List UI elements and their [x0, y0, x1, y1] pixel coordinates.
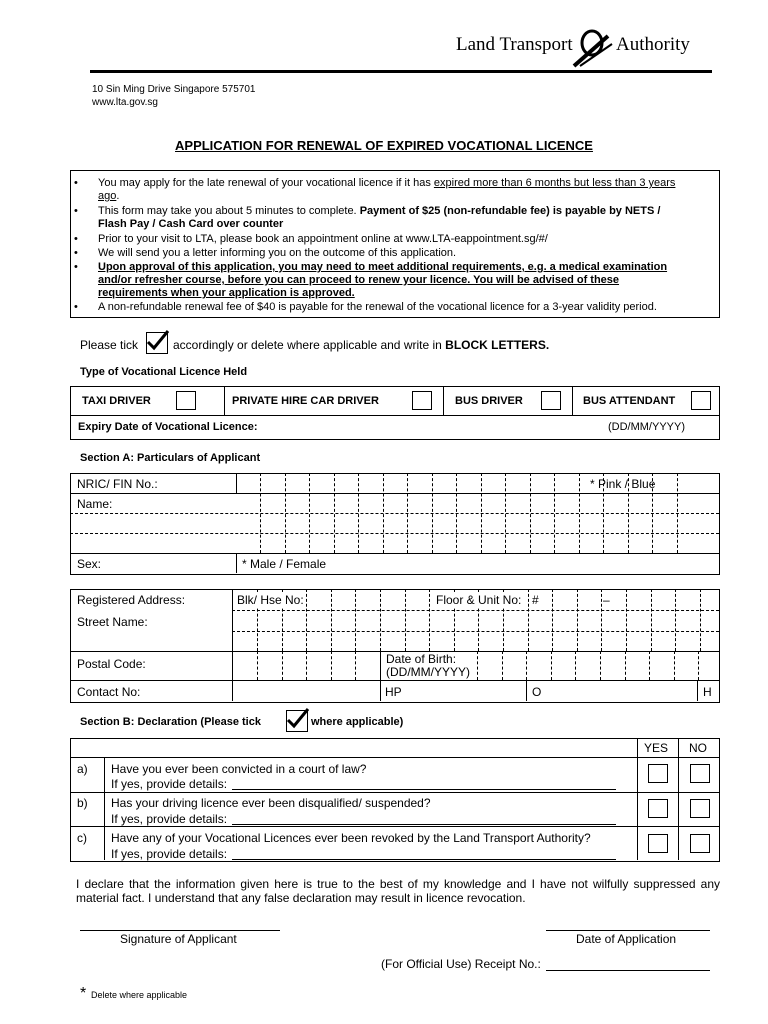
row-line — [70, 792, 719, 793]
bus-attendant-label: BUS ATTENDANT — [583, 395, 676, 407]
header-rule — [90, 70, 712, 73]
grid-cell-divider — [432, 473, 433, 553]
tick-sample-icon — [286, 710, 308, 732]
logo-text-right: Authority — [616, 34, 690, 55]
grid-cell-divider — [285, 473, 286, 553]
taxi-checkbox[interactable] — [176, 391, 196, 410]
grid-cell-divider — [600, 651, 601, 680]
street-name-label: Street Name: — [77, 615, 148, 629]
grid-cell-divider — [649, 651, 650, 680]
no-header: NO — [689, 741, 707, 755]
instructions-text-b: accordingly or delete where applicable and write in — [173, 338, 446, 352]
unit-hash: # — [532, 593, 539, 607]
question-a-no-checkbox[interactable] — [690, 764, 710, 783]
row-line — [70, 533, 719, 534]
footnote-mark: * — [80, 985, 87, 1002]
licence-col-divider — [224, 386, 225, 415]
grid-cell-divider — [505, 473, 506, 553]
sex-label: Sex: — [77, 557, 102, 571]
instructions-block-letters: BLOCK LETTERS. — [445, 338, 550, 352]
note-1-underlined-end: ago — [98, 190, 117, 202]
grid-cell-divider — [331, 651, 332, 680]
section-b-heading-a: Section B: Declaration (Please tick — [80, 716, 261, 728]
question-b-text: Has your driving licence ever been disqualified/ suspended? — [111, 796, 431, 810]
question-c-details-label: If yes, provide details: — [111, 847, 228, 861]
question-c-details-line[interactable] — [232, 859, 616, 860]
dob-label-line-2: (DD/MM/YYYY) — [386, 665, 470, 679]
logo-text-left: Land Transport — [456, 34, 573, 55]
row-line — [70, 513, 719, 514]
col-line — [678, 738, 679, 860]
question-a-yes-checkbox[interactable] — [648, 764, 668, 783]
col-line — [380, 651, 381, 701]
signature-line[interactable] — [80, 930, 280, 931]
row-line — [70, 826, 719, 827]
grid-cell-divider — [380, 589, 381, 651]
grid-cell-divider — [309, 473, 310, 553]
note-1-underlined: expired more than 6 months but less than 3 years — [433, 177, 676, 189]
question-a-text: Have you ever been convicted in a court of law? — [111, 762, 367, 776]
grid-cell-divider — [579, 473, 580, 553]
grid-cell-divider — [528, 589, 529, 651]
floor-unit-label: Floor & Unit No: — [436, 593, 522, 607]
question-b-details-label: If yes, provide details: — [111, 812, 228, 826]
grid-cell-divider — [477, 651, 478, 680]
grid-cell-divider — [282, 651, 283, 680]
taxi-label: TAXI DRIVER — [82, 395, 151, 407]
grid-cell-divider — [700, 589, 701, 651]
grid-cell-divider — [334, 473, 335, 553]
date-label: Date of Application — [576, 932, 677, 946]
col-line — [526, 680, 527, 701]
instructions-line — [80, 338, 138, 352]
row-line — [70, 493, 719, 494]
grid-cell-divider — [429, 589, 430, 651]
date-line[interactable] — [546, 930, 710, 931]
grid-cell-divider — [551, 651, 552, 680]
phc-label: PRIVATE HIRE CAR DRIVER — [232, 395, 379, 407]
question-a-label: a) — [77, 762, 88, 776]
lta-emblem-icon — [570, 28, 616, 68]
question-b-yes-checkbox[interactable] — [648, 799, 668, 818]
note-1-text: You may apply for the late renewal of your vocational licence if it has — [98, 177, 434, 189]
expiry-format: (DD/MM/YYYY) — [608, 421, 685, 433]
grid-cell-divider — [481, 473, 482, 553]
note-3: Prior to your visit to LTA, please book an appointment online at www.LTA-eappointment.sg/#/ — [98, 233, 548, 245]
signature-label: Signature of Applicant — [120, 932, 237, 946]
note-5-line-2: and/or refresher course, before you can proceed to renew your licence. You will be advised of these — [98, 274, 620, 286]
grid-cell-divider — [674, 651, 675, 680]
grid-cell-divider — [552, 589, 553, 651]
grid-cell-divider — [405, 589, 406, 651]
bullet-icon: • — [74, 205, 78, 217]
grid-cell-divider — [502, 651, 503, 680]
grid-cell-divider — [407, 473, 408, 553]
home-label: H — [703, 685, 712, 699]
tick-sample-icon — [146, 332, 168, 354]
grid-cell-divider — [554, 473, 555, 553]
question-c-label: c) — [77, 831, 87, 845]
note-2-text: This form may take you about 5 minutes to complete. — [98, 205, 360, 217]
lta-website: www.lta.gov.sg — [92, 97, 158, 108]
grid-cell-divider — [530, 473, 531, 553]
note-2-bold-end: Flash Pay / Cash Card over counter — [98, 218, 284, 230]
grid-cell-divider — [651, 589, 652, 651]
grid-cell-divider — [456, 473, 457, 553]
grid-cell-divider — [601, 589, 602, 651]
dob-label — [386, 653, 472, 679]
col-line — [697, 680, 698, 701]
grid-cell-divider — [306, 589, 307, 651]
grid-cell-divider — [355, 589, 356, 651]
section-a-heading: Section A: Particulars of Applicant — [80, 452, 261, 464]
receipt-line[interactable] — [546, 970, 710, 971]
bus-driver-label: BUS DRIVER — [455, 395, 523, 407]
licence-col-divider — [572, 386, 573, 415]
sex-options[interactable]: * Male / Female — [242, 557, 327, 571]
bullet-icon: • — [74, 233, 78, 245]
lta-address: 10 Sin Ming Drive Singapore 575701 — [92, 84, 256, 95]
grid-cell-divider — [625, 651, 626, 680]
postal-code-label: Postal Code: — [77, 657, 146, 671]
pink-blue-label: * Pink / Blue — [590, 477, 656, 491]
note-5-line-1: Upon approval of this application, you may need to meet additional requirements, e.g. a medical examination — [98, 261, 668, 273]
bullet-icon: • — [74, 301, 78, 313]
instructions-line-rest — [173, 338, 549, 352]
contact-label: Contact No: — [77, 685, 141, 699]
question-b-label: b) — [77, 796, 88, 810]
licence-col-divider — [443, 386, 444, 415]
col-line — [104, 757, 105, 860]
phc-checkbox[interactable] — [412, 391, 432, 410]
blk-label: Blk/ Hse No: — [237, 593, 304, 607]
bus-driver-checkbox[interactable] — [541, 391, 561, 410]
grid-cell-divider — [575, 651, 576, 680]
question-c-yes-checkbox[interactable] — [648, 834, 668, 853]
name-label: Name: — [77, 497, 113, 511]
col-line — [236, 553, 237, 573]
grid-cell-divider — [358, 473, 359, 553]
office-label: O — [532, 685, 542, 699]
bullet-icon: • — [74, 177, 78, 189]
dob-label-line-1: Date of Birth: — [386, 652, 457, 666]
col-line — [236, 473, 237, 493]
grid-cell-divider — [331, 589, 332, 651]
note-6: A non-refundable renewal fee of $40 is payable for the renewal of the vocational licence for a 3-year validity period. — [98, 301, 657, 313]
row-line — [70, 553, 719, 554]
note-5-line-3: requirements when your application is approved. — [98, 287, 355, 299]
note-2-bold: Payment of $25 (non-refundable fee) is payable by NETS / — [359, 205, 661, 217]
col-line — [637, 738, 638, 860]
question-b-no-checkbox[interactable] — [690, 799, 710, 818]
unit-dash: – — [603, 593, 610, 607]
declaration-line-1: I declare that the information given here is true to the best of my knowledge and I have not wilfully suppressed any — [76, 877, 720, 891]
grid-cell-divider — [626, 589, 627, 651]
footnote-text: Delete where applicable — [91, 990, 188, 1000]
page-title: APPLICATION FOR RENEWAL OF EXPIRED VOCATIONAL LICENCE — [175, 138, 593, 153]
receipt-label: (For Official Use) Receipt No.: — [381, 957, 541, 971]
grid-cell-divider — [257, 651, 258, 680]
bullet-icon: • — [74, 261, 78, 273]
nric-label: NRIC/ FIN No.: — [77, 477, 158, 491]
bullet-icon: • — [74, 247, 78, 259]
grid-cell-divider — [675, 589, 676, 651]
grid-cell-divider — [260, 473, 261, 553]
note-2 — [98, 205, 718, 231]
note-4: We will send you a letter informing you on the outcome of this application. — [98, 247, 457, 259]
section-b-heading-b: where applicable) — [311, 716, 404, 728]
lta-logo — [456, 28, 716, 68]
grid-cell-divider — [383, 473, 384, 553]
question-c-no-checkbox[interactable] — [690, 834, 710, 853]
question-a-details-line[interactable] — [232, 789, 616, 790]
note-1-period: . — [116, 190, 120, 202]
grid-cell-divider — [526, 651, 527, 680]
row-line — [70, 680, 719, 681]
grid-cell-divider — [577, 589, 578, 651]
instructions-text-a: Please tick — [80, 338, 139, 352]
question-c-text: Have any of your Vocational Licences ever been revoked by the Land Transport Authority? — [111, 831, 591, 845]
grid-cell-divider — [677, 473, 678, 553]
note-1 — [98, 177, 718, 203]
expiry-label: Expiry Date of Vocational Licence: — [78, 421, 258, 433]
declaration-text — [76, 877, 720, 905]
section-b-heading — [80, 716, 261, 728]
licence-row-divider — [70, 415, 719, 416]
grid-cell-divider — [355, 651, 356, 680]
declaration-line-2: material fact. I understand that any false declaration may result in licence revocation. — [76, 891, 526, 905]
note-5 — [98, 261, 718, 300]
question-b-details-line[interactable] — [232, 824, 616, 825]
bus-attendant-checkbox[interactable] — [691, 391, 711, 410]
grid-cell-divider — [698, 651, 699, 680]
row-line — [70, 757, 719, 758]
licence-heading: Type of Vocational Licence Held — [80, 366, 248, 378]
hp-label: HP — [385, 685, 402, 699]
col-line — [232, 589, 233, 701]
question-a-details-label: If yes, provide details: — [111, 777, 228, 791]
yes-header: YES — [644, 741, 669, 755]
registered-address-label: Registered Address: — [77, 593, 186, 607]
grid-cell-divider — [306, 651, 307, 680]
